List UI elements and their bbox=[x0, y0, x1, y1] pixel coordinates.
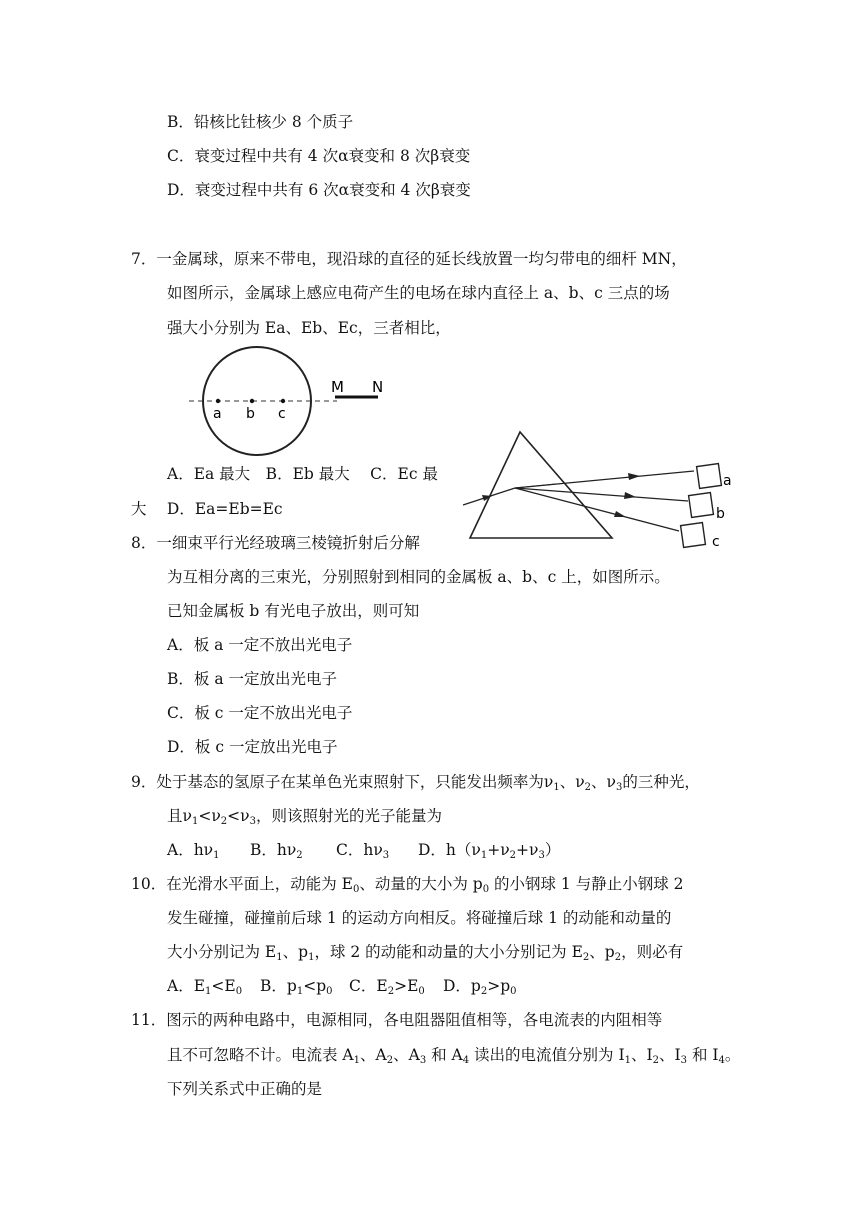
metal-plate-c bbox=[681, 523, 706, 548]
q11-stem-line3: 下列关系式中正确的是 bbox=[167, 1080, 323, 1098]
q10-stem-line1: 10．在光滑水平面上，动能为 $E_0$、动量的大小为 $p_0$ 的小钢球 1 与静止小钢球 2 bbox=[131, 875, 684, 895]
q9-stem-line2: 且$\nu_1<\nu_2<\nu_3$，则该照射光的光子能量为 bbox=[167, 807, 442, 827]
q10-stem-line3: 大小分别记为 $E_1$、$p_1$，球 2 的动能和动量的大小分别记为 $E_2$、$p_2$，则必有 bbox=[167, 943, 684, 963]
q9-option-b: B．$h\nu_2$ bbox=[250, 841, 303, 861]
q10-stem-line2: 发生碰撞，碰撞前后球 1 的运动方向相反。将碰撞后球 1 的动能和动量的 bbox=[167, 909, 672, 927]
q8-option-b: B．板 a 一定放出光电子 bbox=[167, 670, 337, 688]
arrow-b-icon bbox=[624, 492, 636, 499]
q9-stem-line1: 9．处于基态的氢原子在某单色光束照射下，只能发出频率为$\nu_1$、$\nu_2$、$\nu_3$的三种光， bbox=[131, 773, 700, 793]
arrow-c-icon bbox=[614, 511, 626, 517]
q6-option-c: C．衰变过程中共有 4 次α衰变和 8 次β衰变 bbox=[167, 147, 471, 165]
q9-option-d: D．$h(\nu_1+\nu_2+\nu_3)$ bbox=[418, 841, 561, 861]
label-m: M bbox=[331, 378, 344, 396]
point-a bbox=[216, 399, 220, 403]
q7-stem-line3: 强大小分别为 Ea、Eb、Ec，三者相比， bbox=[167, 319, 451, 337]
plate-label-c: c bbox=[712, 534, 720, 550]
point-b bbox=[250, 399, 254, 403]
plate-label-a: a bbox=[723, 473, 732, 489]
q11-stem-line2: 且不可忽略不计。电流表 $A_1$、$A_2$、$A_3$ 和 $A_4$ 读出的电流值分别为 $I_1$、$I_2$、$I_3$ 和 $I_4$。 bbox=[167, 1046, 741, 1066]
q7-stem-line1: 7．一金属球，原来不带电，现沿球的直径的延长线放置一均匀带电的细杆 MN， bbox=[131, 250, 687, 268]
label-n: N bbox=[372, 378, 384, 396]
metal-plate-a bbox=[697, 464, 722, 489]
q7-options-wrap: 大 D．Ea=Eb=Ec bbox=[131, 500, 283, 518]
q8-stem-line3: 已知金属板 b 有光电子放出，则可知 bbox=[167, 602, 420, 620]
inner-ray-a bbox=[515, 484, 556, 488]
q10-option-d: D．$p_2>p_0$ bbox=[443, 977, 517, 997]
q10-option-b: B．$p_1<p_0$ bbox=[260, 977, 333, 997]
q8-prism-figure bbox=[460, 428, 750, 558]
q9-option-a: A．$h\nu_1$ bbox=[167, 841, 220, 861]
q7-sphere-rod-figure bbox=[185, 345, 395, 460]
label-c: c bbox=[278, 406, 286, 422]
q7-options-line: A．Ea 最大 B．Eb 最大 C．Ec 最 bbox=[167, 465, 438, 483]
q6-option-b: B．铅核比钍核少 8 个质子 bbox=[167, 113, 354, 131]
q8-stem-line1: 8．一细束平行光经玻璃三棱镜折射后分解 bbox=[131, 534, 420, 552]
q10-option-c: C．$E_2>E_0$ bbox=[349, 977, 425, 997]
q11-stem-line1: 11．图示的两种电路中，电源相同，各电阻器阻值相等，各电流表的内阻相等 bbox=[131, 1011, 663, 1029]
point-c bbox=[281, 399, 285, 403]
q8-option-d: D．板 c 一定放出光电子 bbox=[167, 738, 338, 756]
label-b: b bbox=[246, 406, 255, 422]
q8-option-a: A．板 a 一定不放出光电子 bbox=[167, 636, 353, 654]
q7-stem-line2: 如图所示，金属球上感应电荷产生的电场在球内直径上 a、b、c 三点的场 bbox=[167, 284, 670, 302]
q6-option-d: D．衰变过程中共有 6 次α衰变和 4 次β衰变 bbox=[167, 181, 471, 199]
metal-plate-b bbox=[689, 493, 714, 518]
label-a: a bbox=[213, 406, 222, 422]
q8-option-c: C．板 c 一定不放出光电子 bbox=[167, 704, 353, 722]
plate-label-b: b bbox=[716, 506, 725, 522]
q10-option-a: A．$E_1<E_0$ bbox=[167, 977, 243, 997]
q8-stem-line2: 为互相分离的三束光，分别照射到相同的金属板 a、b、c 上，如图所示。 bbox=[167, 568, 670, 586]
q9-option-c: C．$h\nu_3$ bbox=[336, 841, 390, 861]
arrow-a-icon bbox=[628, 473, 640, 480]
